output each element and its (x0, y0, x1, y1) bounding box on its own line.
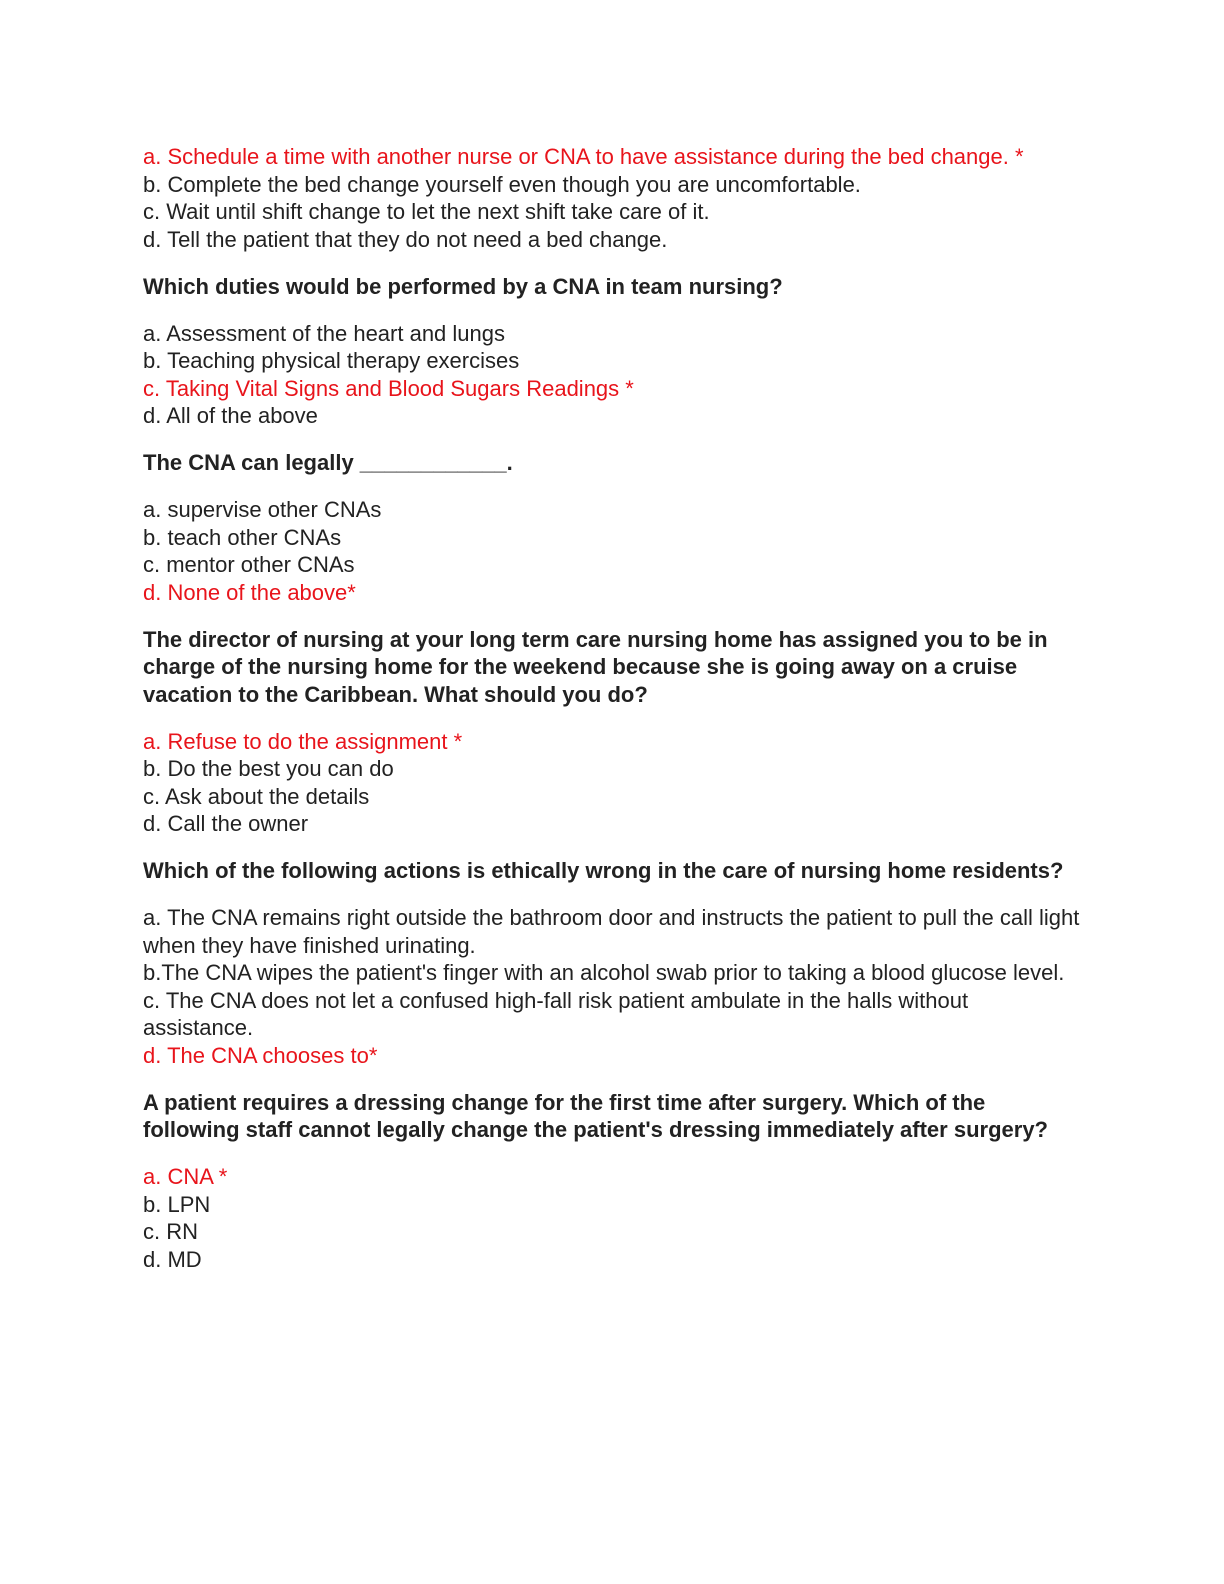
answer-4d: d. The CNA chooses to* (143, 1042, 378, 1068)
answer-0c: c. Wait until shift change to let the next shift take care of it. (143, 199, 710, 224)
answer-0d: d. Tell the patient that they do not need a bed change. (143, 226, 668, 252)
answer-2b: b. teach other CNAs (143, 524, 342, 550)
answer-0a: a. Schedule a time with another nurse or CNA to have assistance during the bed change. * (143, 144, 1024, 169)
answer-list-3 (143, 728, 1083, 838)
question-3: The director of nursing at your long term care nursing home has assigned you to be in charge of the nursing home for the weekend because she is going away on a cruise vacation to the Caribbean. What should you do? (143, 626, 1048, 707)
answer-list-0 (143, 143, 1083, 253)
answer-2a: a. supervise other CNAs (143, 497, 382, 522)
answer-list-2 (143, 496, 1083, 606)
answer-list-1 (143, 320, 1083, 430)
answer-2c: c. mentor other CNAs (143, 552, 355, 577)
answer-1b: b. Teaching physical therapy exercises (143, 348, 520, 373)
answer-1a: a. Assessment of the heart and lungs (143, 320, 506, 346)
answer-3c: c. Ask about the details (143, 783, 370, 809)
answer-5b: b. LPN (143, 1191, 211, 1217)
answer-list-4 (143, 904, 1083, 1069)
answer-4c: c. The CNA does not let a confused high-fall risk patient ambulate in the halls without assistance. (143, 987, 969, 1040)
answer-4a: a. The CNA remains right outside the bathroom door and instructs the patient to pull the call light when they have finished urinating. (143, 905, 1080, 958)
answer-4b: b.The CNA wipes the patient's finger with an alcohol swab prior to taking a blood glucose level. (143, 960, 1065, 985)
answer-1d: d. All of the above (143, 403, 318, 428)
answer-0b: b. Complete the bed change yourself even though you are uncomfortable. (143, 171, 861, 197)
question-1: Which duties would be performed by a CNA in team nursing? (143, 273, 783, 299)
answer-5c: c. RN (143, 1219, 198, 1244)
answer-list-5 (143, 1163, 1083, 1273)
answer-2d: d. None of the above* (143, 579, 356, 605)
question-5: A patient requires a dressing change for the first time after surgery. Which of the following staff cannot legally change the patient's dressing immediately after surgery? (143, 1089, 1048, 1142)
answer-1c: c. Taking Vital Signs and Blood Sugars Readings * (143, 375, 634, 401)
question-4: Which of the following actions is ethically wrong in the care of nursing home residents? (143, 858, 1064, 883)
answer-3a: a. Refuse to do the assignment * (143, 728, 463, 754)
answer-3b: b. Do the best you can do (143, 756, 394, 781)
answer-3d: d. Call the owner (143, 811, 309, 836)
question-2: The CNA can legally ____________. (143, 450, 513, 475)
answer-5d: d. MD (143, 1246, 202, 1272)
document-page (143, 143, 1083, 1273)
answer-5a: a. CNA * (143, 1164, 228, 1189)
